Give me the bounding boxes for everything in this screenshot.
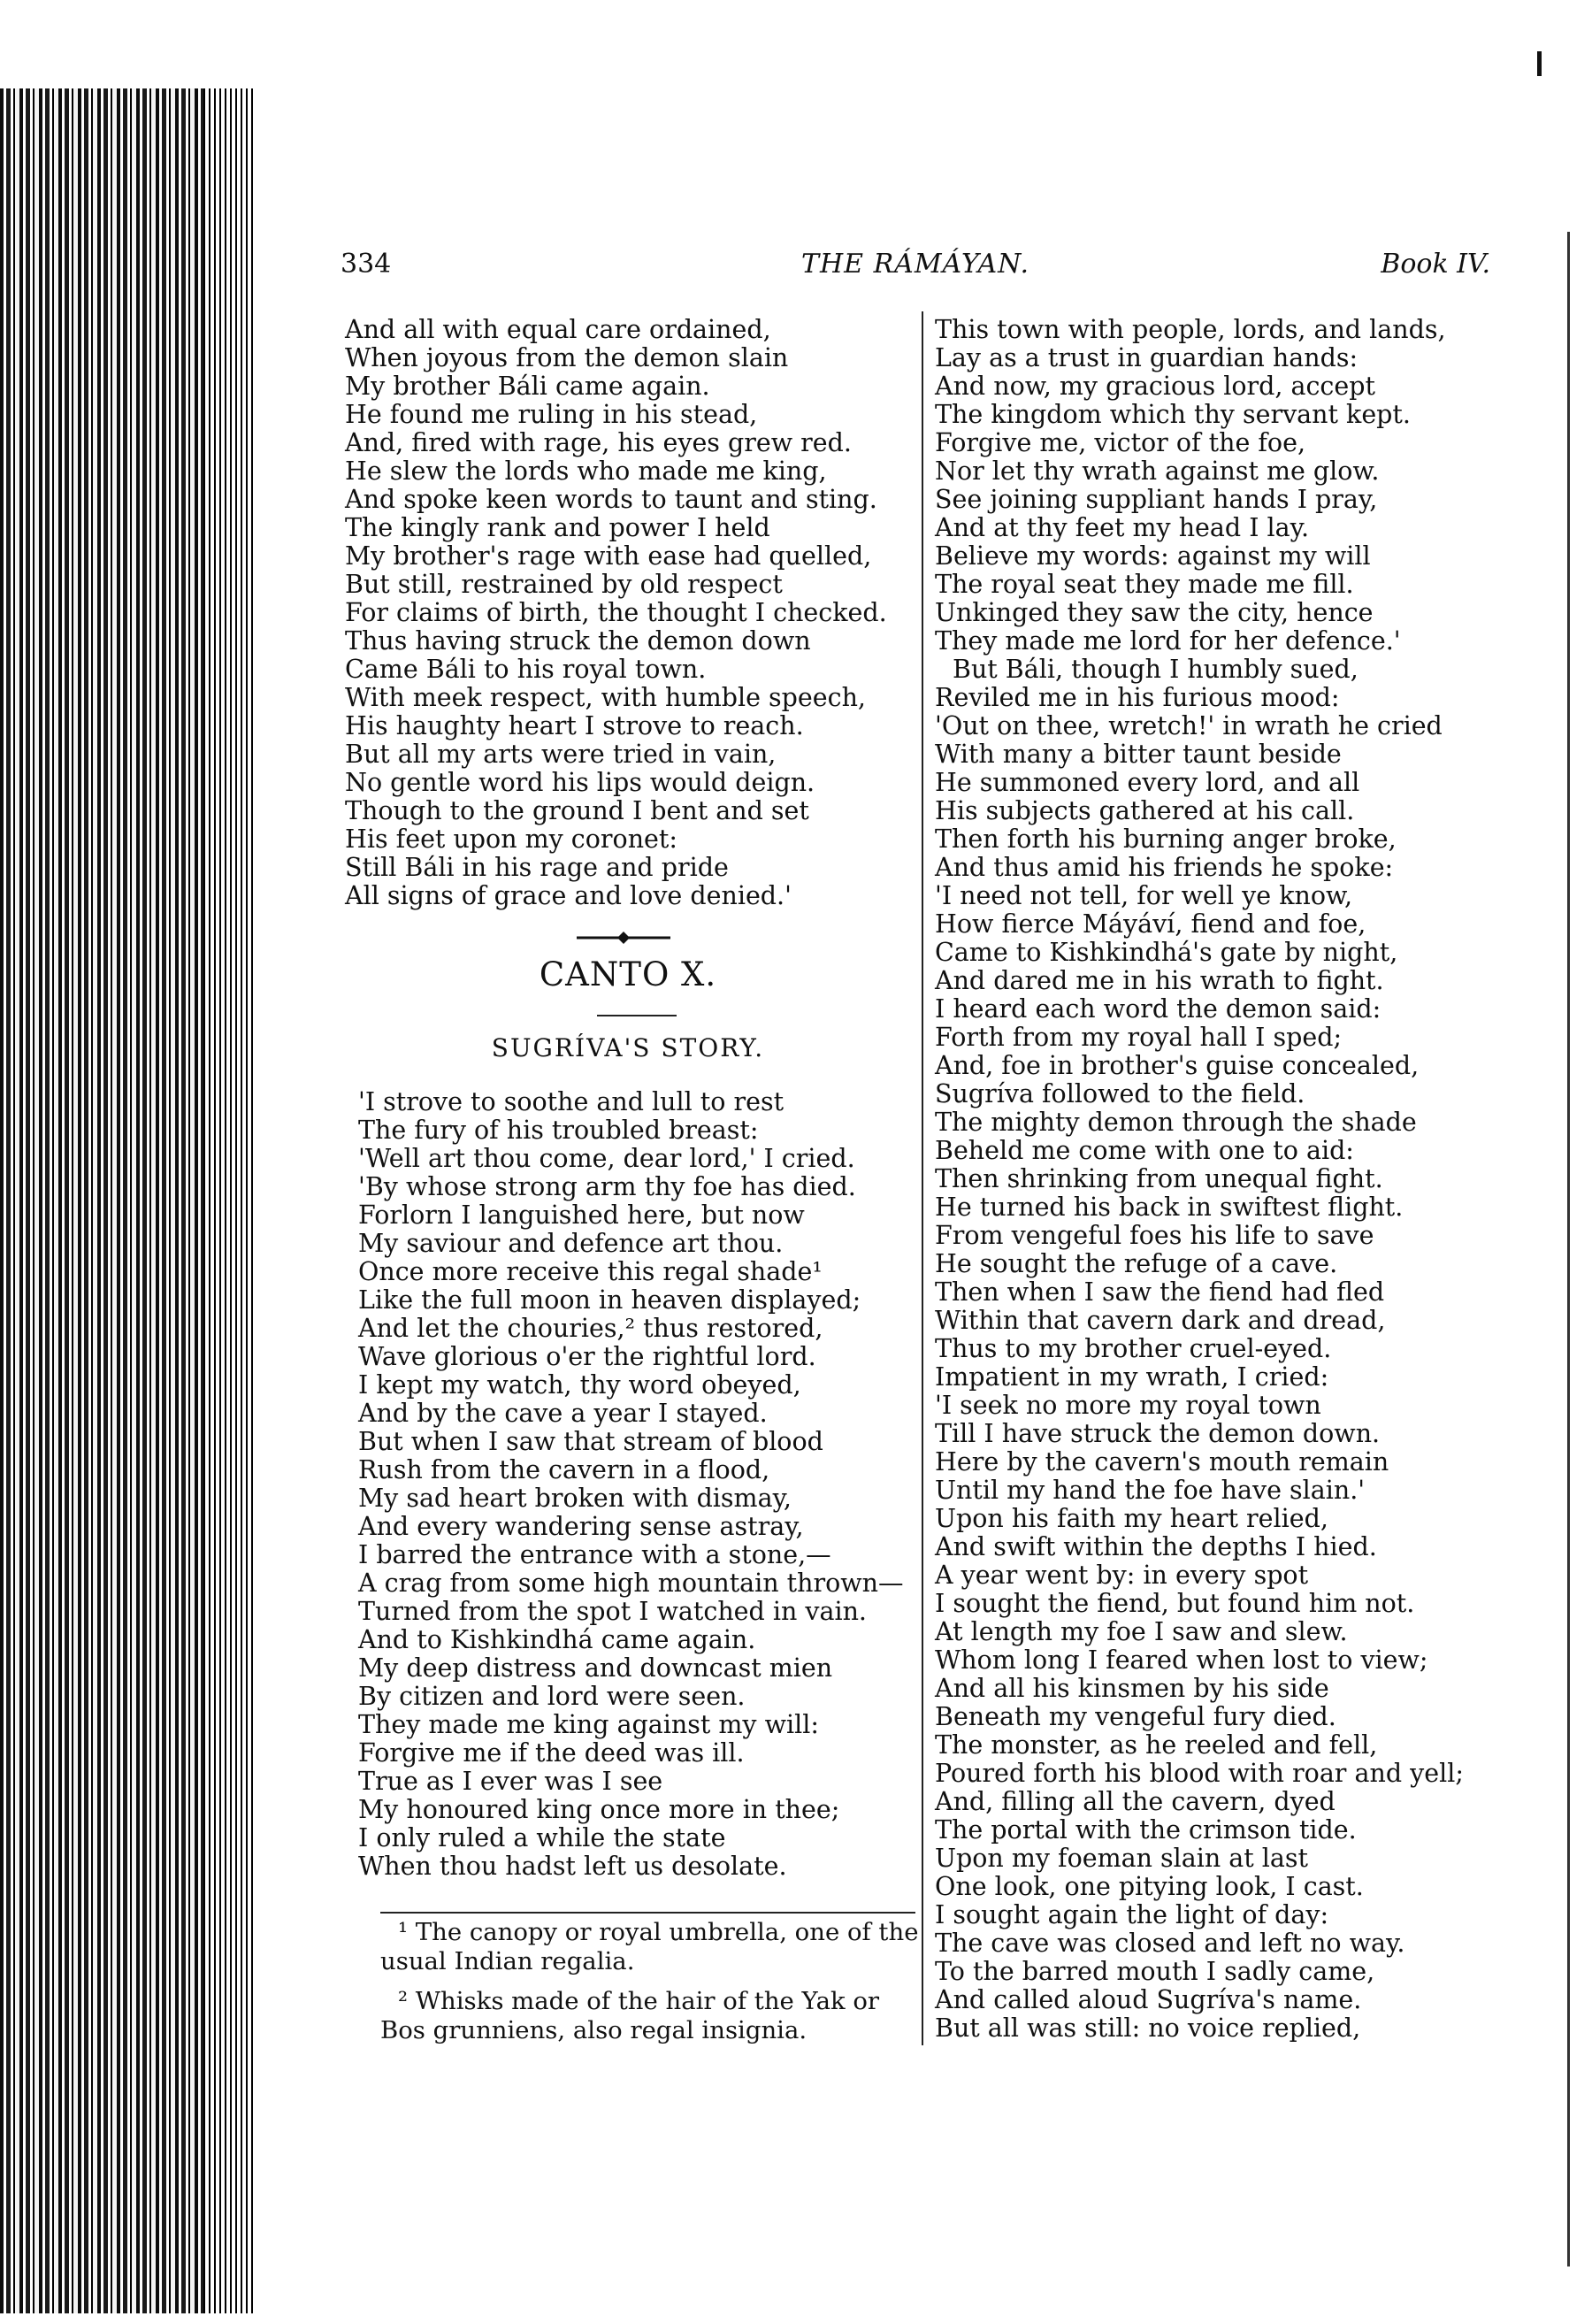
verse-line: The royal seat they made me fill. — [935, 570, 1354, 599]
verse-line: And now, my gracious lord, accept — [935, 372, 1375, 401]
verse-line: Here by the cavern's mouth remain — [935, 1447, 1389, 1476]
verse-line: The monster, as he reeled and fell, — [935, 1730, 1378, 1760]
verse-line: Lay as a trust in guardian hands: — [935, 343, 1359, 372]
verse-line: For claims of birth, the thought I checked. — [345, 598, 887, 627]
scan-mark — [1537, 51, 1542, 76]
verse-line: I only ruled a while the state — [358, 1823, 726, 1852]
verse-line: Beneath my vengeful fury died. — [935, 1702, 1336, 1731]
verse-line: See joining suppliant hands I pray, — [935, 485, 1378, 514]
verse-line: True as I ever was I see — [358, 1767, 663, 1796]
canto-verse — [358, 1088, 904, 1881]
verse-line: My sad heart broken with dismay, — [358, 1484, 792, 1513]
verse-line: The kingdom which thy servant kept. — [935, 400, 1411, 429]
verse-line: Beheld me come with one to aid: — [935, 1136, 1354, 1165]
verse-line: And by the cave a year I stayed. — [358, 1399, 768, 1428]
verse-line: But all was still: no voice replied, — [935, 2013, 1361, 2043]
verse-line: They made me king against my will: — [358, 1710, 819, 1739]
verse-line: And, foe in brother's guise concealed, — [935, 1051, 1420, 1080]
verse-line: Unkinged they saw the city, hence — [935, 598, 1374, 627]
verse-line: Impatient in my wrath, I cried: — [935, 1362, 1329, 1392]
verse-line: Forgive me if the deed was ill. — [358, 1738, 745, 1768]
verse-line: Then shrinking from unequal fight. — [935, 1164, 1383, 1193]
verse-line: And, fired with rage, his eyes grew red. — [345, 428, 852, 457]
verse-line: Wave glorious o'er the rightful lord. — [358, 1342, 816, 1371]
verse-line: Reviled me in his furious mood: — [935, 683, 1340, 712]
verse-line: Within that cavern dark and dread, — [935, 1306, 1386, 1335]
verse-line: I barred the entrance with a stone,— — [358, 1540, 831, 1569]
verse-line: The fury of his troubled breast: — [358, 1116, 759, 1145]
verse-line: A year went by: in every spot — [935, 1561, 1309, 1590]
verse-line: My brother Báli came again. — [345, 372, 710, 401]
verse-line: But Báli, though I humbly sued, — [953, 655, 1359, 684]
left-column-verse — [345, 316, 911, 910]
verse-line: Turned from the spot I watched in vain. — [358, 1597, 867, 1626]
book-label: Book IV. — [1381, 249, 1490, 280]
verse-line: Thus to my brother cruel-eyed. — [935, 1334, 1332, 1363]
verse-line: How fierce Máyáví, fiend and foe, — [935, 909, 1366, 939]
verse-line: Once more receive this regal shade¹ — [358, 1257, 823, 1286]
verse-line: I kept my watch, thy word obeyed, — [358, 1370, 801, 1400]
verse-line: He slew the lords who made me king, — [345, 456, 827, 486]
verse-line: Poured forth his blood with roar and yell; — [935, 1759, 1464, 1788]
verse-line: And every wandering sense astray, — [358, 1512, 804, 1541]
column-divider — [922, 311, 923, 2045]
footnotes — [380, 1918, 920, 2056]
verse-line: Rush from the cavern in a flood, — [358, 1455, 770, 1484]
verse-line: He found me ruling in his stead, — [345, 400, 758, 429]
verse-line: Upon his faith my heart relied, — [935, 1504, 1328, 1533]
verse-line: Though to the ground I bent and set — [345, 796, 809, 825]
verse-line: Came to Kishkindhá's gate by night, — [935, 938, 1398, 967]
canto-subtitle: SUGRÍVA'S STORY. — [491, 1033, 765, 1062]
verse-line: Then when I saw the fiend had fled — [935, 1277, 1385, 1307]
right-column-verse — [935, 316, 1501, 2043]
verse-line: He turned his back in swiftest flight. — [935, 1193, 1404, 1222]
verse-line: His feet upon my coronet: — [345, 825, 677, 854]
verse-line: 'Well art thou come, dear lord,' I cried. — [358, 1144, 855, 1173]
verse-line: His subjects gathered at his call. — [935, 796, 1355, 825]
verse-line: Whom long I feared when lost to view; — [935, 1645, 1428, 1675]
verse-line: From vengeful foes his life to save — [935, 1221, 1374, 1250]
verse-line: Like the full moon in heaven displayed; — [358, 1285, 861, 1315]
running-header — [341, 249, 1490, 288]
verse-line: And thus amid his friends he spoke: — [935, 853, 1394, 882]
verse-line: My honoured king once more in thee; — [358, 1795, 840, 1824]
verse-line: 'Out on thee, wretch!' in wrath he cried — [935, 711, 1443, 740]
verse-line: All signs of grace and love denied.' — [345, 881, 792, 910]
verse-line: Thus having struck the demon down — [345, 626, 811, 656]
verse-line: My brother's rage with ease had quelled, — [345, 541, 872, 571]
verse-line: A crag from some high mountain thrown— — [358, 1569, 904, 1598]
verse-line: The kingly rank and power I held — [345, 513, 770, 542]
verse-line: By citizen and lord were seen. — [358, 1682, 746, 1711]
verse-line: With meek respect, with humble speech, — [345, 683, 866, 712]
verse-line: And spoke keen words to taunt and sting. — [345, 485, 877, 514]
verse-line: I sought the fiend, but found him not. — [935, 1589, 1415, 1618]
verse-line: And all with equal care ordained, — [345, 315, 771, 344]
verse-line: And all his kinsmen by his side — [935, 1674, 1329, 1703]
verse-line: And swift within the depths I hied. — [935, 1532, 1377, 1561]
verse-line: Came Báli to his royal town. — [345, 655, 707, 684]
verse-line: No gentle word his lips would deign. — [345, 768, 815, 797]
verse-line: And let the chouries,² thus restored, — [358, 1314, 823, 1343]
verse-line: Forth from my royal hall I sped; — [935, 1023, 1343, 1052]
verse-line: I sought again the light of day: — [935, 1900, 1329, 1929]
footnote-1: ¹ The canopy or royal umbrella, one of the usual Indian regalia. — [380, 1918, 919, 1975]
ornament-divider — [575, 929, 672, 947]
canto-title: CANTO X. — [539, 955, 717, 993]
verse-line: And, filling all the cavern, dyed — [935, 1787, 1336, 1816]
verse-line: Forgive me, victor of the foe, — [935, 428, 1305, 457]
verse-line: 'I strove to soothe and lull to rest — [358, 1087, 785, 1116]
verse-line: The mighty demon through the shade — [935, 1108, 1417, 1137]
verse-line: Upon my foeman slain at last — [935, 1844, 1308, 1873]
verse-line: Then forth his burning anger broke, — [935, 825, 1397, 854]
verse-line: Until my hand the foe have slain.' — [935, 1476, 1366, 1505]
page-number: 334 — [341, 249, 392, 280]
verse-line: And dared me in his wrath to fight. — [935, 966, 1384, 995]
verse-line: Still Báli in his rage and pride — [345, 853, 729, 882]
verse-line: I heard each word the demon said: — [935, 994, 1382, 1024]
verse-line: His haughty heart I strove to reach. — [345, 711, 804, 740]
verse-line: 'I need not tell, for well ye know, — [935, 881, 1353, 910]
verse-line: Till I have struck the demon down. — [935, 1419, 1381, 1448]
verse-line: Nor let thy wrath against me glow. — [935, 456, 1380, 486]
verse-line: And at thy feet my head I lay. — [935, 513, 1310, 542]
canto-rule — [597, 1015, 677, 1016]
verse-line: They made me lord for her defence.' — [935, 626, 1401, 656]
footnote-rule — [380, 1912, 915, 1914]
verse-line: One look, one pitying look, I cast. — [935, 1872, 1364, 1901]
verse-line: At length my foe I saw and slew. — [935, 1617, 1348, 1646]
page-edge-rule — [1567, 232, 1570, 2266]
footnote-2: ² Whisks made of the hair of the Yak or Bos grunniens, also regal insignia. — [380, 1987, 880, 2044]
verse-line: Believe my words: against my will — [935, 541, 1371, 571]
verse-line: My deep distress and downcast mien — [358, 1653, 833, 1683]
verse-line: The portal with the crimson tide. — [935, 1815, 1357, 1845]
verse-line: He sought the refuge of a cave. — [935, 1249, 1338, 1278]
verse-line: And to Kishkindhá came again. — [358, 1625, 756, 1654]
verse-line: But all my arts were tried in vain, — [345, 740, 777, 769]
binding-edge-stripes — [203, 88, 256, 2313]
verse-line: 'By whose strong arm thy foe has died. — [358, 1172, 856, 1201]
verse-line: And called aloud Sugríva's name. — [935, 1985, 1362, 2014]
running-title: THE RÁMÁYAN. — [800, 249, 1030, 280]
verse-line: But when I saw that stream of blood — [358, 1427, 823, 1456]
verse-line: Forlorn I languished here, but now — [358, 1200, 805, 1230]
verse-line: My saviour and defence art thou. — [358, 1229, 784, 1258]
verse-line: But still, restrained by old respect — [345, 570, 783, 599]
verse-line: The cave was closed and left no way. — [935, 1929, 1405, 1958]
verse-line: When joyous from the demon slain — [345, 343, 789, 372]
verse-line: He summoned every lord, and all — [935, 768, 1360, 797]
verse-line: Sugríva followed to the field. — [935, 1079, 1305, 1108]
verse-line: To the barred mouth I sadly came, — [935, 1957, 1375, 1986]
verse-line: 'I seek no more my royal town — [935, 1391, 1321, 1420]
verse-line: This town with people, lords, and lands, — [935, 315, 1446, 344]
verse-line: When thou hadst left us desolate. — [358, 1852, 787, 1881]
verse-line: With many a bitter taunt beside — [935, 740, 1342, 769]
